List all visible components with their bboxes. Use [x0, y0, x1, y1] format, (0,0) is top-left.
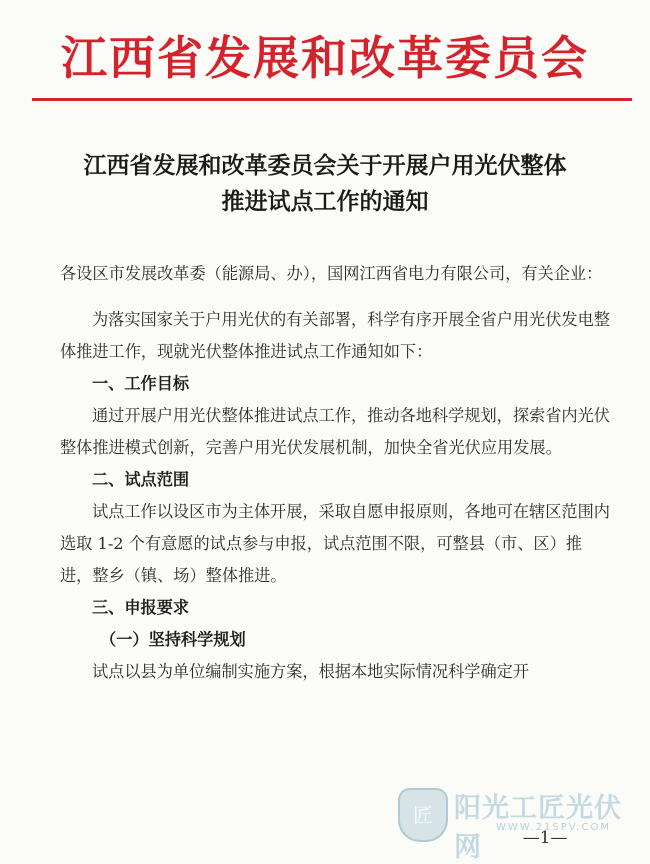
letterhead-red-rule [32, 98, 632, 101]
title-line-2: 推进试点工作的通知 [221, 188, 429, 215]
document-body [60, 258, 610, 688]
section-2-text: 试点工作以设区市为主体开展，采取自愿申报原则，各地可在辖区范围内选取 1-2 个有意愿的试点参与申报，试点范围不限，可整县（市、区）推进，整乡（镇、场）整体推进。 [60, 502, 610, 585]
addressee: 各设区市发展改革委（能源局、办），国网江西省电力有限公司，有关企业： [60, 264, 603, 283]
title-line-1: 江西省发展和改革委员会关于开展户用光伏整体 [83, 152, 567, 179]
letterhead-org-name: 江西省发展和改革委员会 [61, 31, 589, 85]
section-3-heading: 三、申报要求 [92, 598, 190, 617]
intro-paragraph: 为落实国家关于户用光伏的有关部署，科学有序开展全省户用光伏发电整体推进工作，现就光伏整体推进试点工作通知如下： [60, 310, 610, 361]
section-2-heading: 二、试点范围 [92, 470, 190, 489]
watermark-site-name: 阳光工匠光伏网 [454, 793, 622, 863]
section-1-heading: 一、工作目标 [92, 374, 190, 393]
document-title [40, 148, 610, 220]
page-number: —1— [522, 828, 568, 848]
watermark-badge-icon: 匠 [398, 788, 448, 842]
section-1-text: 通过开展户用光伏整体推进试点工作，推动各地科学规划，探索省内光伏整体推进模式创新，完善户用光伏发展机制，加快全省光伏应用发展。 [60, 406, 610, 457]
section-3-sub1-text: 试点以县为单位编制实施方案，根据本地实际情况科学确定开 [92, 662, 530, 681]
section-3-subheading-1: （一）坚持科学规划 [100, 630, 246, 649]
watermark-url: WWW.21SPV.COM [496, 822, 612, 833]
